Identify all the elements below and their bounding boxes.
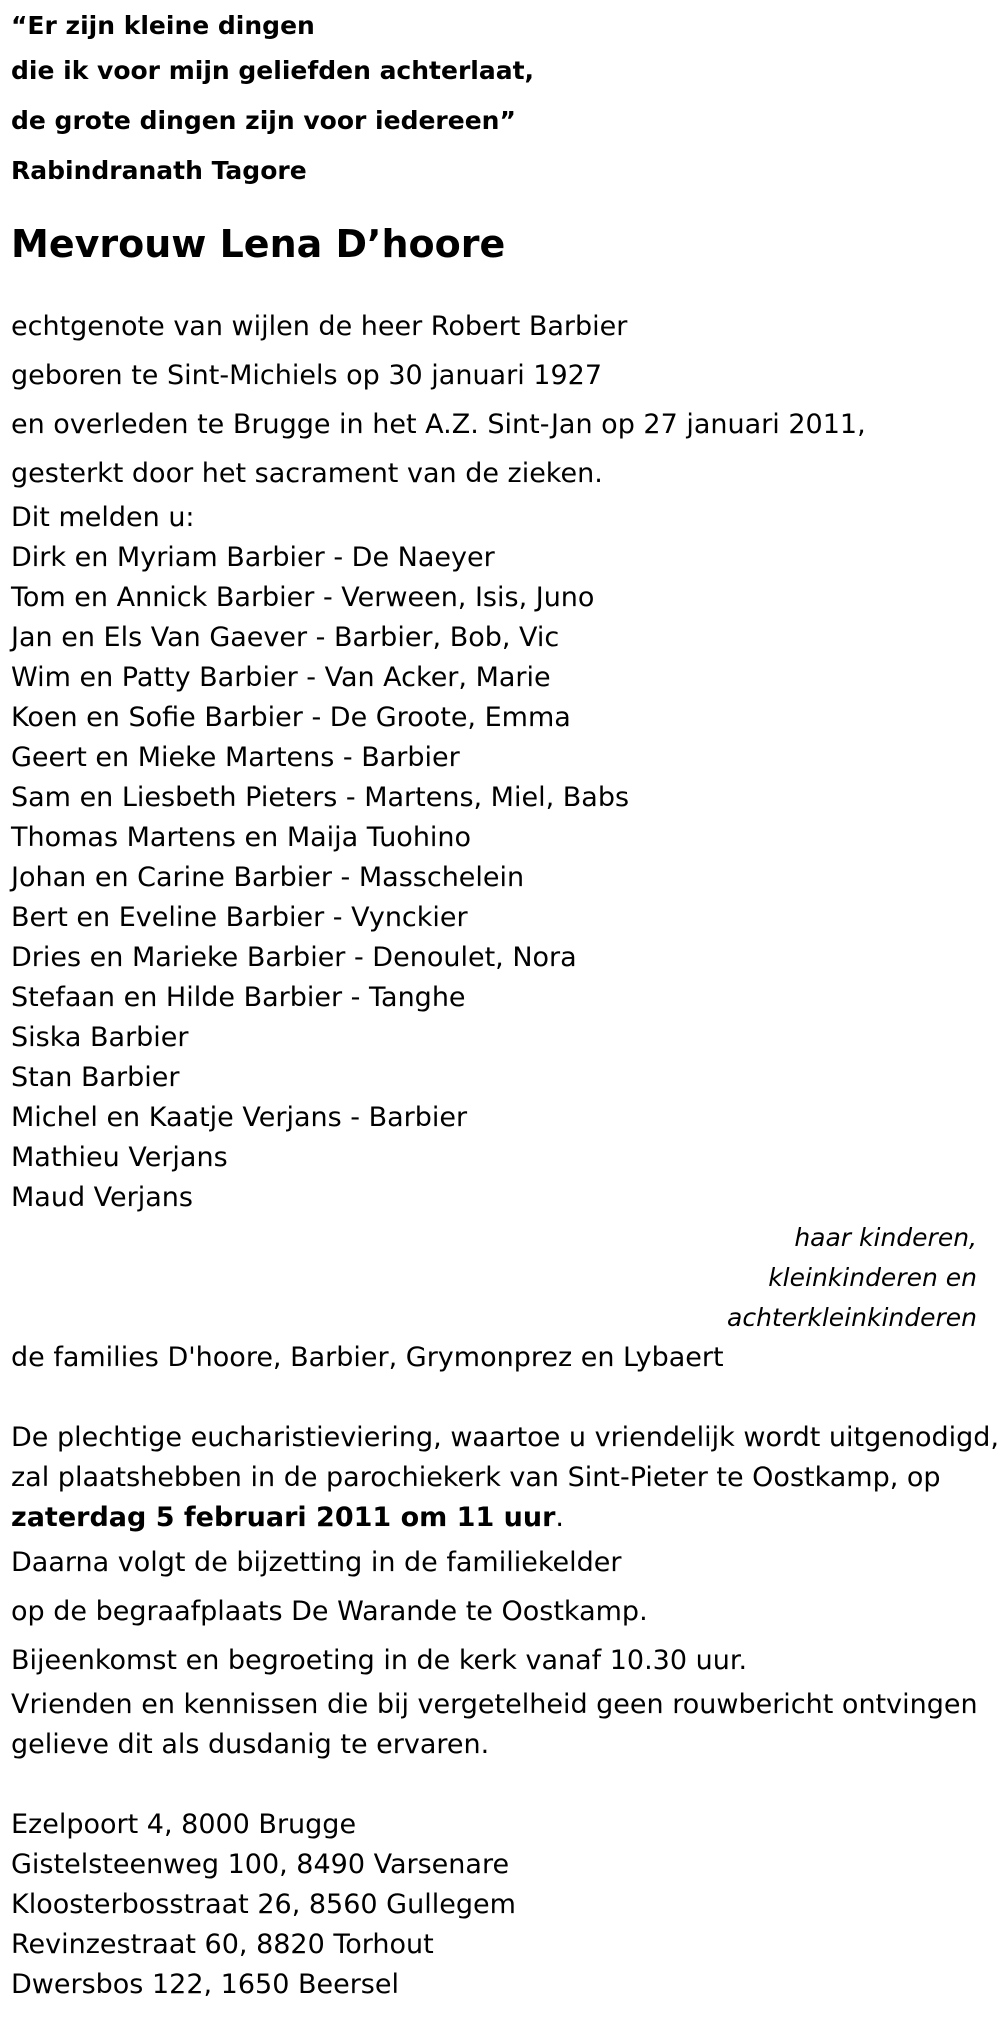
burial-line: op de begraafplaats De Warande te Oostkamp. <box>11 1596 648 1627</box>
intro-line: en overleden te Brugge in het A.Z. Sint-Jan op 27 januari 2011, <box>11 409 866 440</box>
ceremony-date-suffix: . <box>555 1502 564 1533</box>
list-item: Koen en Sofie Barbier - De Groote, Emma <box>11 702 571 733</box>
relations-note <box>11 1218 977 1338</box>
list-item: Sam en Liesbeth Pieters - Martens, Miel, Babs <box>11 782 630 813</box>
intro-line: geboren te Sint-Michiels op 30 januari 1927 <box>11 360 602 391</box>
list-item: Michel en Kaatje Verjans - Barbier <box>11 1102 468 1133</box>
list-item: Thomas Martens en Maija Tuohino <box>11 822 472 853</box>
address-item: Kloosterbosstraat 26, 8560 Gullegem <box>11 1889 516 1920</box>
list-item: Stan Barbier <box>11 1062 180 1093</box>
list-item: Johan en Carine Barbier - Masschelein <box>11 862 525 893</box>
announce-line: Dit melden u: <box>11 502 195 533</box>
families-line: de families D'hoore, Barbier, Grymonprez en Lybaert <box>11 1342 724 1373</box>
intro-text <box>11 302 989 498</box>
burial-line: Daarna volgt de bijzetting in de familiekelder <box>11 1547 622 1578</box>
quote-author: Rabindranath Tagore <box>11 156 307 185</box>
list-item: Geert en Mieke Martens - Barbier <box>11 742 460 773</box>
burial-info <box>11 1538 989 1685</box>
friends-line: gelieve dit als dusdanig te ervaren. <box>11 1729 490 1760</box>
list-item: Wim en Patty Barbier - Van Acker, Marie <box>11 662 551 693</box>
list-item: Bert en Eveline Barbier - Vynckier <box>11 902 468 933</box>
quote-line: de grote dingen zijn voor iedereen” <box>11 106 516 135</box>
intro-line: echtgenote van wijlen de heer Robert Barbier <box>11 311 628 342</box>
ceremony-date: zaterdag 5 februari 2011 om 11 uur <box>11 1502 556 1533</box>
list-item: Dries en Marieke Barbier - Denoulet, Nora <box>11 942 577 973</box>
relations-line: kleinkinderen en <box>768 1263 977 1292</box>
list-item: Stefaan en Hilde Barbier - Tanghe <box>11 982 466 1013</box>
address-list <box>11 1805 989 2005</box>
relations-line: achterkleinkinderen <box>727 1303 977 1332</box>
list-item: Mathieu Verjans <box>11 1142 228 1173</box>
list-item: Tom en Annick Barbier - Verween, Isis, Juno <box>11 582 595 613</box>
list-item: Jan en Els Van Gaever - Barbier, Bob, Vic <box>11 622 560 653</box>
ceremony-date-line <box>11 1498 989 1538</box>
quote-line: “Er zijn kleine dingen <box>11 11 315 40</box>
address-item: Ezelpoort 4, 8000 Brugge <box>11 1809 357 1840</box>
address-item: Dwersbos 122, 1650 Beersel <box>11 1969 399 2000</box>
list-item: Siska Barbier <box>11 1022 189 1053</box>
gathering-line: Bijeenkomst en begroeting in de kerk vanaf 10.30 uur. <box>11 1645 748 1676</box>
ceremony-line: De plechtige eucharistieviering, waartoe u vriendelijk wordt uitgenodigd, <box>11 1422 999 1453</box>
address-item: Revinzestraat 60, 8820 Torhout <box>11 1929 434 1960</box>
ceremony-info <box>11 1418 999 1538</box>
opening-quote <box>11 0 989 196</box>
ceremony-line: zal plaatshebben in de parochiekerk van Sint-Pieter te Oostkamp, op <box>11 1462 941 1493</box>
address-item: Gistelsteenweg 100, 8490 Varsenare <box>11 1849 510 1880</box>
intro-line: gesterkt door het sacrament van de zieken. <box>11 458 603 489</box>
quote-line: die ik voor mijn geliefden achterlaat, <box>11 56 535 85</box>
list-item: Maud Verjans <box>11 1182 193 1213</box>
family-list <box>11 538 989 1218</box>
list-item: Dirk en Myriam Barbier - De Naeyer <box>11 542 495 573</box>
friends-note <box>11 1685 989 1765</box>
relations-line: haar kinderen, <box>794 1223 977 1252</box>
friends-line: Vrienden en kennissen die bij vergetelheid geen rouwbericht ontvingen <box>11 1689 978 1720</box>
deceased-name: Mevrouw Lena D’hoore <box>11 222 506 266</box>
